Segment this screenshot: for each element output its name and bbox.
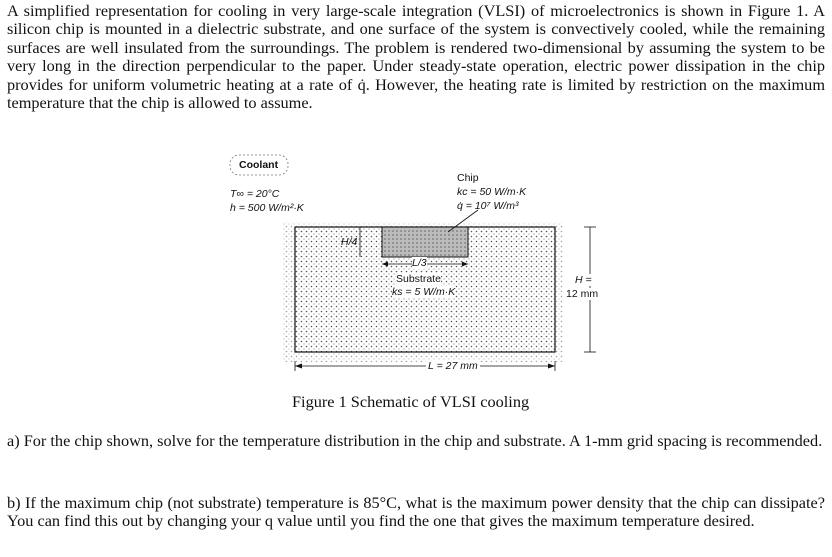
chip-title: Chip xyxy=(457,172,479,184)
h4-label: H/4 xyxy=(341,236,358,248)
problem-intro: A simplified representation for cooling in very large-scale integration (VLSI) of microelectronics is shown in Figure 1. A silicon chip is mounted in a dielectric substrate, and one surface of the system is convectively cooled, while the remaining surfaces are well insulated from the surroundings. The problem is rendered two-dimensional by assuming the system to be very long in the direction perpendicular to the paper. Under steady-state operation, electric power dissipation in the chip provides for uniform volumetric heating at a rate of q̇. However, the heating rate is limited by restriction on the maximum temperature that the chip is allowed to assume. xyxy=(7,1,825,113)
convection-coefficient: h = 500 W/m²·K xyxy=(230,202,304,214)
height-label: H = xyxy=(575,274,592,286)
question-a: a) For the chip shown, solve for the temperature distribution in the chip and substrate. A 1-mm grid spacing is recommended. xyxy=(7,431,823,450)
length-arrow-left xyxy=(295,364,302,369)
chip-heat-generation: q̇ = 10⁷ W/m³ xyxy=(457,200,519,212)
ambient-temperature: T∞ = 20°C xyxy=(230,188,280,200)
length-arrow-right xyxy=(548,364,555,369)
substrate-conductivity: ks = 5 W/m·K xyxy=(392,286,456,298)
question-b: b) If the maximum chip (not substrate) temperature is 85°C, what is the maximum power density that the chip can dissipate? You can find this out by changing your q value until you find the one that gives the maximum temperature desired. xyxy=(7,493,825,531)
height-value: 12 mm xyxy=(566,288,599,300)
chip-block xyxy=(382,227,468,257)
substrate-label: Substrate xyxy=(396,273,441,285)
vlsi-schematic xyxy=(220,150,620,380)
chip-conductivity: kc = 50 W/m·K xyxy=(457,186,527,198)
coolant-label: Coolant xyxy=(239,159,279,171)
l3-label: L/3 xyxy=(412,257,427,269)
length-label: L = 27 mm xyxy=(428,360,478,372)
figure-caption: Figure 1 Schematic of VLSI cooling xyxy=(292,392,530,411)
